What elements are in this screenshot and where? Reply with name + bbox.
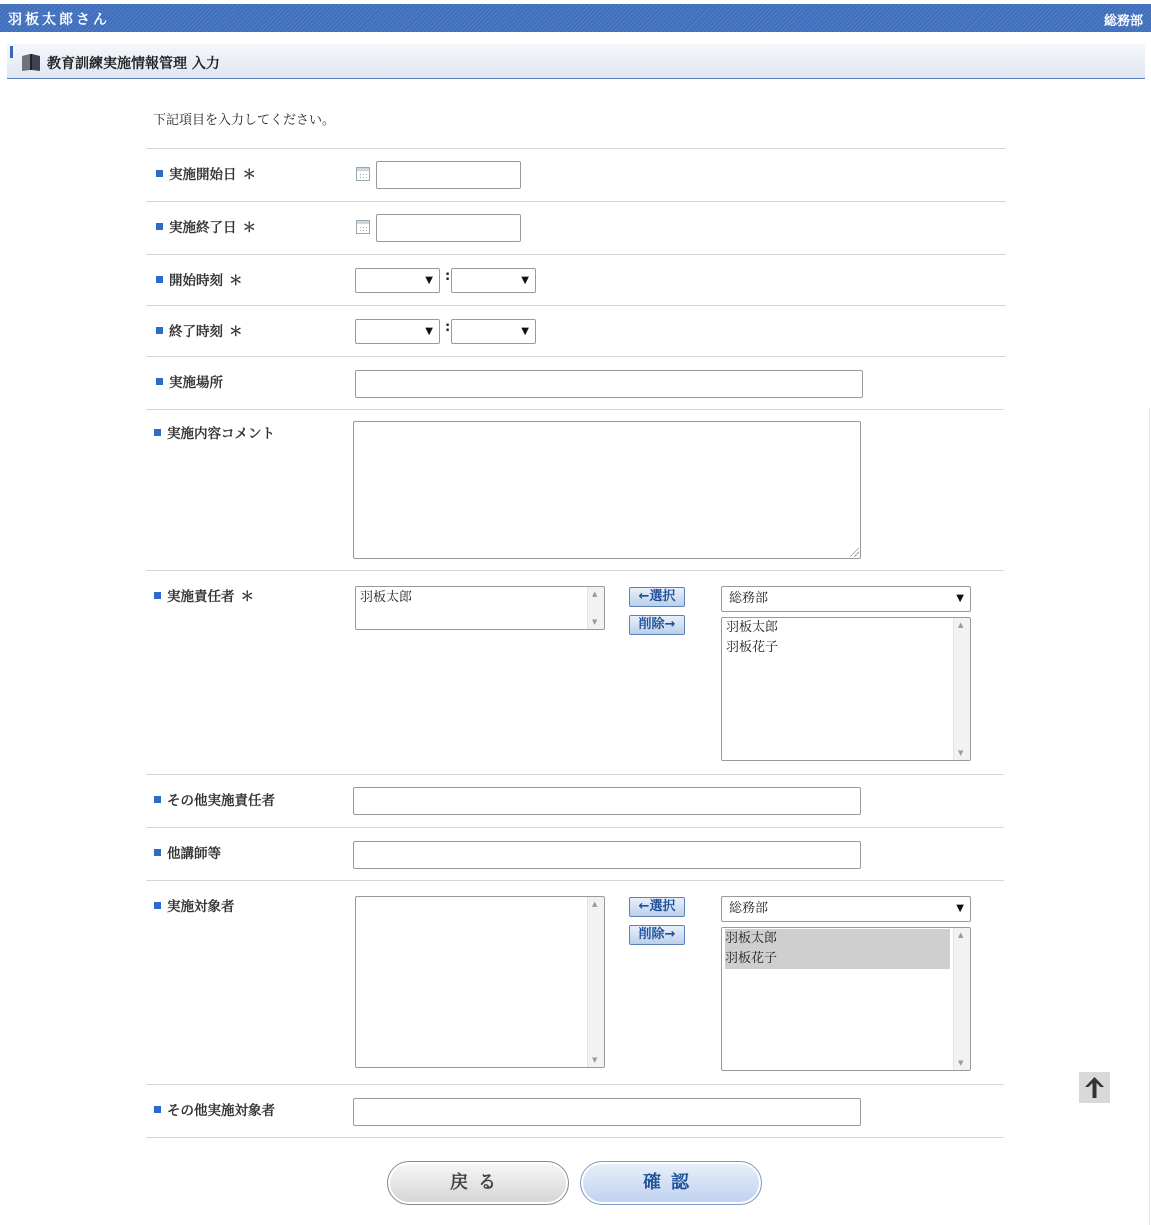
- responsible-dept-select[interactable]: 総務部 ▼: [721, 586, 971, 612]
- label-other-targets: その他実施対象者: [154, 1099, 275, 1119]
- scrollbar[interactable]: ▲ ▼: [587, 897, 604, 1067]
- scrollbar[interactable]: ▲ ▼: [953, 928, 970, 1070]
- other-targets-input[interactable]: [353, 1098, 861, 1126]
- time-separator: :: [445, 269, 451, 284]
- row-targets: [146, 880, 1004, 1084]
- label-start-date: 実施開始日 ＊: [156, 163, 256, 183]
- title-accent: [10, 46, 13, 58]
- calendar-icon[interactable]: [356, 167, 370, 181]
- label-comment: 実施内容コメント: [154, 422, 275, 442]
- label-other-responsible: その他実施責任者: [154, 789, 275, 809]
- targets-selected-list[interactable]: [355, 896, 605, 1068]
- start-minute-select[interactable]: [451, 268, 536, 293]
- row-responsible: [146, 570, 1004, 774]
- dropdown-arrow-icon: ▼: [521, 326, 529, 337]
- targets-candidate-list[interactable]: [721, 927, 971, 1071]
- location-input[interactable]: [355, 370, 863, 398]
- scrollbar[interactable]: ▲ ▼: [953, 618, 970, 760]
- start-date-input[interactable]: [376, 161, 521, 189]
- comment-textarea[interactable]: [353, 421, 861, 559]
- time-separator: :: [445, 320, 451, 335]
- targets-dept-select[interactable]: 総務部 ▼: [721, 896, 971, 922]
- remove-button[interactable]: 削除→: [629, 615, 685, 635]
- responsible-selected-list[interactable]: [355, 586, 605, 630]
- dropdown-arrow-icon: ▼: [956, 903, 964, 914]
- row-start-time: [146, 254, 1006, 305]
- scroll-to-top-button[interactable]: [1079, 1072, 1110, 1103]
- label-responsible: 実施責任者 ＊: [154, 585, 254, 605]
- user-name: 羽板太郎さん: [8, 12, 110, 28]
- end-date-input[interactable]: [376, 214, 521, 242]
- label-location: 実施場所: [156, 371, 223, 391]
- page-edge-divider: [1149, 408, 1150, 1225]
- end-minute-select[interactable]: [451, 319, 536, 344]
- label-other-instructors: 他講師等: [154, 842, 221, 862]
- row-other-targets: [146, 1084, 1004, 1138]
- row-end-date: [146, 201, 1006, 254]
- responsible-candidate-list[interactable]: [721, 617, 971, 761]
- list-item[interactable]: 羽板太郎: [726, 620, 779, 635]
- header-bar: [0, 4, 1151, 32]
- dropdown-arrow-icon: ▼: [425, 275, 433, 286]
- start-hour-select[interactable]: [355, 268, 440, 293]
- back-button[interactable]: 戻る: [387, 1161, 569, 1205]
- label-end-date: 実施終了日 ＊: [156, 216, 256, 236]
- label-end-time: 終了時刻 ＊: [156, 320, 243, 340]
- dropdown-arrow-icon: ▼: [425, 326, 433, 337]
- row-comment: [146, 409, 1004, 570]
- calendar-icon[interactable]: [356, 220, 370, 234]
- dropdown-arrow-icon: ▼: [521, 275, 529, 286]
- resize-grip[interactable]: [850, 548, 859, 557]
- instruction-text: 下記項目を入力してください。: [153, 113, 336, 128]
- department-name: 総務部: [1103, 14, 1143, 29]
- select-button[interactable]: ←選択: [629, 587, 685, 607]
- confirm-button[interactable]: 確認: [580, 1161, 762, 1205]
- row-end-time: [146, 305, 1006, 356]
- select-button[interactable]: ←選択: [629, 897, 685, 917]
- list-item[interactable]: 羽板花子: [725, 949, 950, 969]
- list-item[interactable]: 羽板太郎: [725, 929, 950, 949]
- page-title: 教育訓練実施情報管理 入力: [47, 56, 220, 72]
- row-start-date: [146, 148, 1006, 201]
- list-item[interactable]: 羽板花子: [726, 640, 779, 655]
- end-hour-select[interactable]: [355, 319, 440, 344]
- other-instructors-input[interactable]: [353, 841, 861, 869]
- dropdown-arrow-icon: ▼: [956, 593, 964, 604]
- other-responsible-input[interactable]: [353, 787, 861, 815]
- row-other-responsible: [146, 774, 1004, 827]
- book-icon: [21, 52, 41, 72]
- row-location: [146, 356, 1006, 409]
- label-start-time: 開始時刻 ＊: [156, 269, 243, 289]
- page-title-bar: [7, 44, 1145, 79]
- row-other-instructors: [146, 827, 1004, 880]
- remove-button[interactable]: 削除→: [629, 925, 685, 945]
- scrollbar[interactable]: ▲ ▼: [587, 587, 604, 629]
- list-item[interactable]: 羽板太郎: [360, 590, 413, 605]
- label-targets: 実施対象者: [154, 895, 235, 915]
